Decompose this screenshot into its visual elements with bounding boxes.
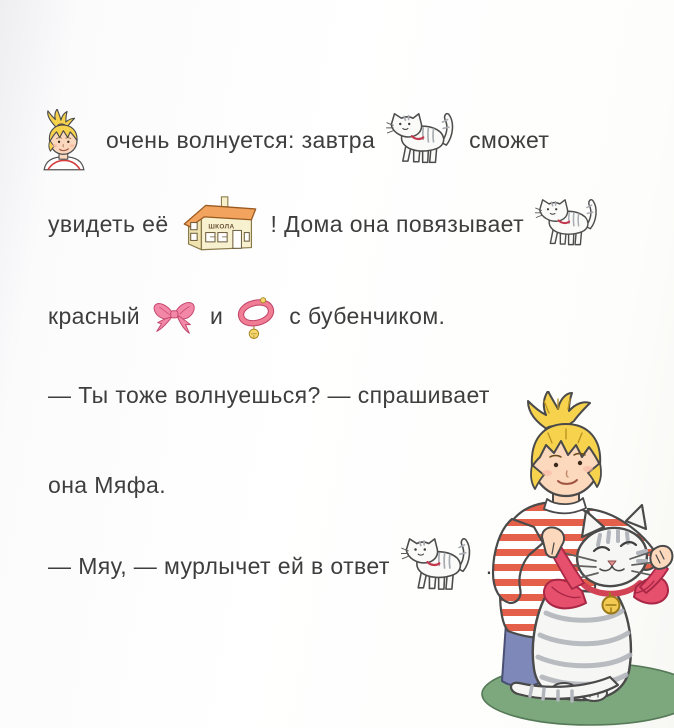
collar-with-bell-icon xyxy=(234,288,278,344)
story-line-1 xyxy=(33,104,549,176)
cat-icon xyxy=(535,194,601,254)
cat-icon xyxy=(386,108,458,172)
hand-right xyxy=(650,546,672,569)
conni-head-icon xyxy=(33,108,95,172)
story-text: . xyxy=(485,552,493,579)
girl-tying-bow-on-cat-illustration xyxy=(448,391,674,728)
story-text: очень волнуется: завтра xyxy=(106,126,376,153)
story-line-2 xyxy=(48,188,601,260)
story-text: ! Дома она повязывает xyxy=(270,210,525,237)
school-icon xyxy=(180,191,260,257)
story-text: красный xyxy=(48,302,141,329)
story-text: она Мяфа. xyxy=(48,471,166,498)
story-text: сможет xyxy=(469,126,550,153)
story-text: и xyxy=(210,302,224,329)
story-line-5 xyxy=(48,452,166,518)
story-line-6 xyxy=(48,530,493,602)
story-line-3 xyxy=(48,280,445,352)
story-text: — Ты тоже волнуешься? — спрашивает xyxy=(48,381,490,408)
story-text: — Мяу, — мурлычет ей в ответ xyxy=(48,552,390,579)
story-line-4 xyxy=(48,362,490,428)
story-text: с бубенчиком. xyxy=(289,302,446,329)
story-text: увидеть её xyxy=(48,210,169,237)
ribbon-bow-icon xyxy=(151,290,199,342)
